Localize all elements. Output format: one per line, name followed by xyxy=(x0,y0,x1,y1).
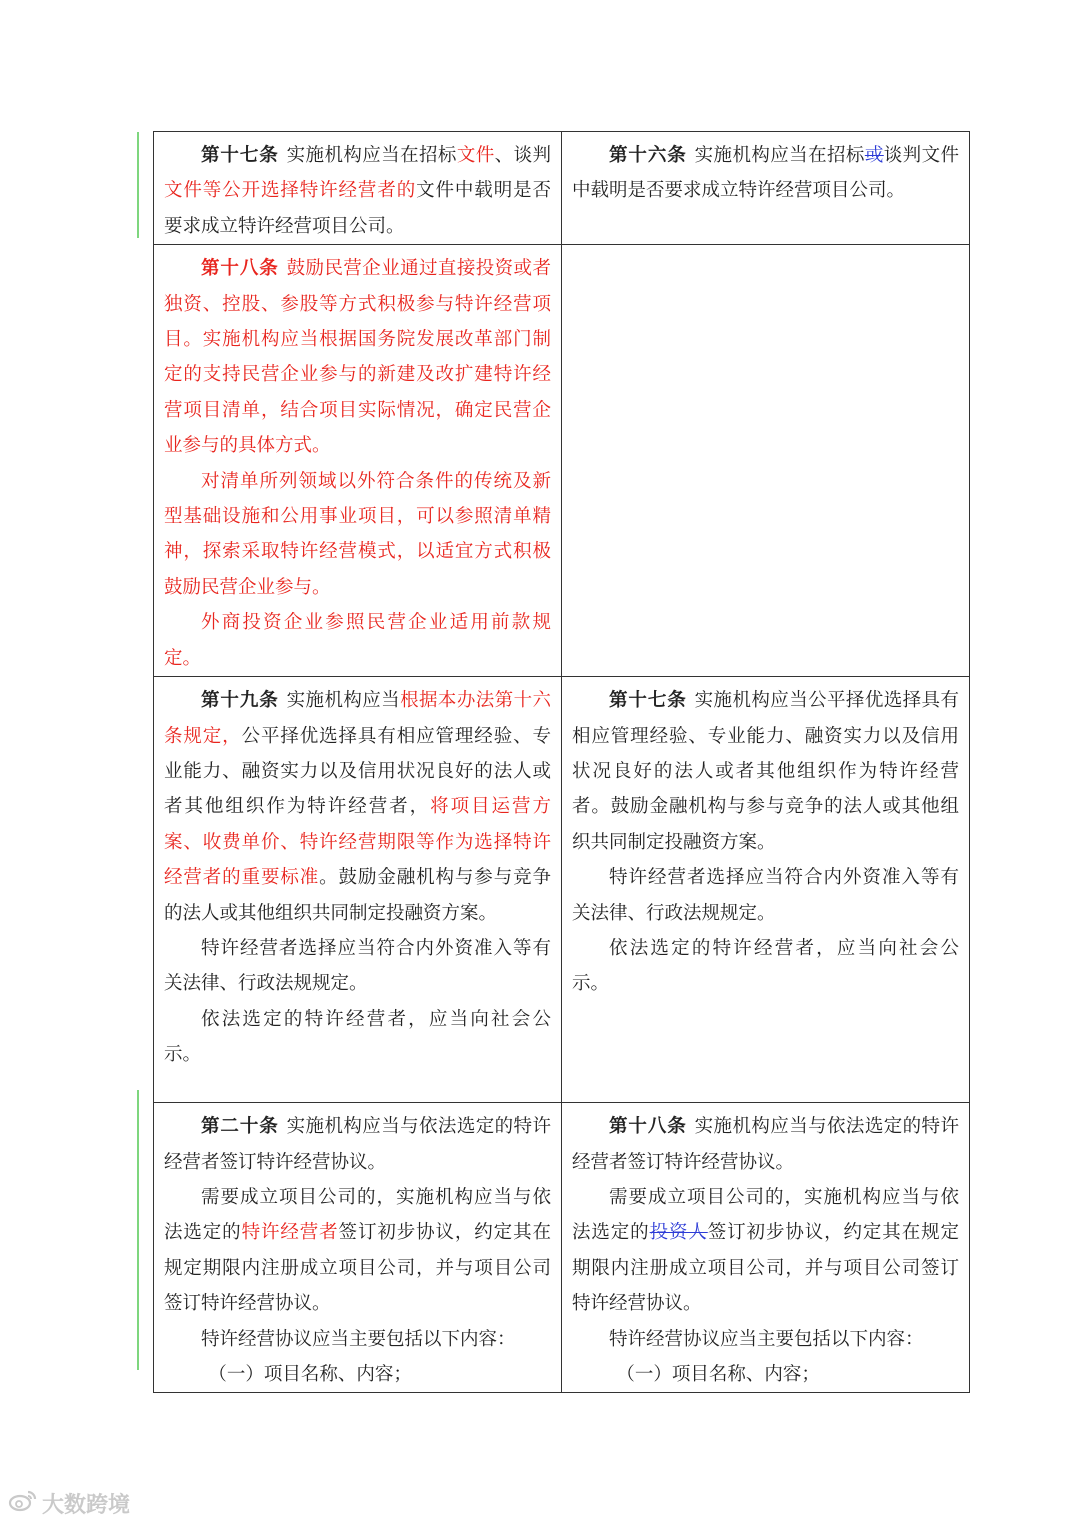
text-run: 文件中载明是否要求成立特许经营项目公司。 xyxy=(164,180,551,237)
text-run: 特许经营者选择应当符合内外资准入等有关法律、行政法规规定。 xyxy=(164,937,551,995)
deleted-text: 投资人 xyxy=(649,1222,708,1244)
change-bar xyxy=(137,132,139,238)
paragraph xyxy=(572,1322,959,1357)
text-run: 需要成立项目公司的，实施机构应当与依法选定的 xyxy=(164,1186,551,1244)
revised-text-cell xyxy=(154,1103,562,1393)
text-run: 依法选定的特许经营者，应当向社会公示。 xyxy=(572,937,959,995)
text-run: 实施机构应当公平择优选择具有相应管理经验、专业能力、融资实力以及信用状况良好的法人或者其他组织作为特许经营者。鼓励金融机构与参与竞争的法人或其他组织共同制定投融资方案。 xyxy=(572,690,959,853)
table-row xyxy=(154,677,970,1103)
added-text: 文件 xyxy=(456,145,495,166)
added-text: 根据本办法第十六条规定， xyxy=(164,690,551,747)
paragraph xyxy=(572,1357,959,1392)
paragraph xyxy=(572,1109,959,1180)
original-text-cell xyxy=(562,245,970,677)
text-run: 实施机构应当 xyxy=(286,690,401,712)
text-run: 需要成立项目公司的，实施机构应当与依法选定的 xyxy=(572,1186,959,1244)
added-text: 对清单所列领域以外符合条件的传统及新型基础设施和公用事业项目，可以参照清单精神，探索采取特许经营模式，以适宜方式积极鼓励民营企业参与。 xyxy=(164,470,551,598)
added-text: 外商投资企业参照民营企业适用前款规定。 xyxy=(164,612,551,669)
original-text-cell xyxy=(562,132,970,245)
revised-text-cell xyxy=(154,677,562,1103)
text-run: 。鼓励金融机构与参与竞争的法人或其他组织共同制定投融资方案。 xyxy=(164,867,551,924)
watermark xyxy=(8,1488,130,1519)
text-run: 谈判文件中载明是否要求成立特许经营项目公司。 xyxy=(572,145,959,202)
paragraph xyxy=(164,605,551,676)
change-bar xyxy=(137,1090,139,1370)
text-run: 依法选定的特许经营者，应当向社会公示。 xyxy=(164,1008,551,1066)
article-number: 第十六条 xyxy=(609,145,687,166)
text-run: 公平择优选择具有相应管理经验、专业能力、融资实力以及信用状况良好的法人或者其他组织作为特许经营者， xyxy=(164,725,551,818)
paragraph xyxy=(572,931,959,1002)
added-text: 特许经营者 xyxy=(241,1222,339,1244)
original-text-cell xyxy=(562,677,970,1103)
text-run: 特许经营者选择应当符合内外资准入等有关法律、行政法规规定。 xyxy=(572,867,959,924)
comparison-table xyxy=(153,131,970,1393)
paragraph xyxy=(164,1322,551,1357)
revised-text-cell xyxy=(154,132,562,245)
table-row xyxy=(154,1103,970,1393)
text-run: 签订初步协议，约定其在规定期限内注册成立项目公司，并与项目公司签订特许经营协议。 xyxy=(572,1222,959,1315)
table-row xyxy=(154,245,970,677)
paragraph xyxy=(164,1357,551,1392)
paragraph xyxy=(572,1180,959,1322)
article-number: 第十八条 xyxy=(201,258,279,280)
revised-text-cell xyxy=(154,245,562,677)
paragraph xyxy=(572,860,959,931)
original-text-cell xyxy=(562,1103,970,1393)
paragraph xyxy=(164,1109,551,1180)
text-run: （一）项目名称、内容； xyxy=(208,1363,412,1385)
paragraph xyxy=(164,1002,551,1073)
deleted-text: 或 xyxy=(864,145,884,166)
added-text: 将项目运营方案、收费单价、特许经营期限等作为选择特许经营者的重要标准 xyxy=(164,796,551,889)
article-number: 第十九条 xyxy=(201,690,279,712)
paragraph xyxy=(164,138,551,244)
text-run: 实施机构应当与依法选定的特许经营者签订特许经营协议。 xyxy=(572,1116,959,1173)
text-run: （一）项目名称、内容； xyxy=(616,1363,820,1385)
text-run: 实施机构应当与依法选定的特许经营者签订特许经营协议。 xyxy=(164,1116,551,1173)
weibo-logo-icon xyxy=(8,1489,42,1519)
table-row xyxy=(154,132,970,245)
article-number: 第十七条 xyxy=(609,690,687,712)
paragraph xyxy=(164,1180,551,1322)
text-run: 实施机构应当在招标 xyxy=(286,145,457,166)
paragraph xyxy=(164,251,551,463)
text-run: 特许经营协议应当主要包括以下内容： xyxy=(201,1328,516,1350)
paragraph xyxy=(164,931,551,1002)
text-run: 实施机构应当在招标 xyxy=(694,145,865,166)
paragraph xyxy=(572,683,959,860)
article-number: 第二十条 xyxy=(201,1116,279,1138)
added-text: 鼓励民营企业通过直接投资或者独资、控股、参股等方式积极参与特许经营项目。实施机构应当根据国务院发展改革部门制定的支持民营企业参与的新建及改扩建特许经营项目清单，结合项目实际情况，确定民营企业参与的具体方式。 xyxy=(164,258,551,457)
paragraph xyxy=(164,464,551,606)
article-number: 第十七条 xyxy=(201,145,279,166)
paragraph xyxy=(164,683,551,931)
text-run: 、谈判 xyxy=(494,145,551,166)
text-run: 签订初步协议，约定其在规定期限内注册成立项目公司，并与项目公司签订特许经营协议。 xyxy=(164,1222,551,1315)
text-run: 特许经营协议应当主要包括以下内容： xyxy=(609,1328,924,1350)
article-number: 第十八条 xyxy=(609,1116,687,1138)
paragraph xyxy=(572,138,959,209)
watermark-text: 大数跨境 xyxy=(42,1493,131,1518)
added-text: 文件等公开选择特许经营者的 xyxy=(164,180,417,202)
